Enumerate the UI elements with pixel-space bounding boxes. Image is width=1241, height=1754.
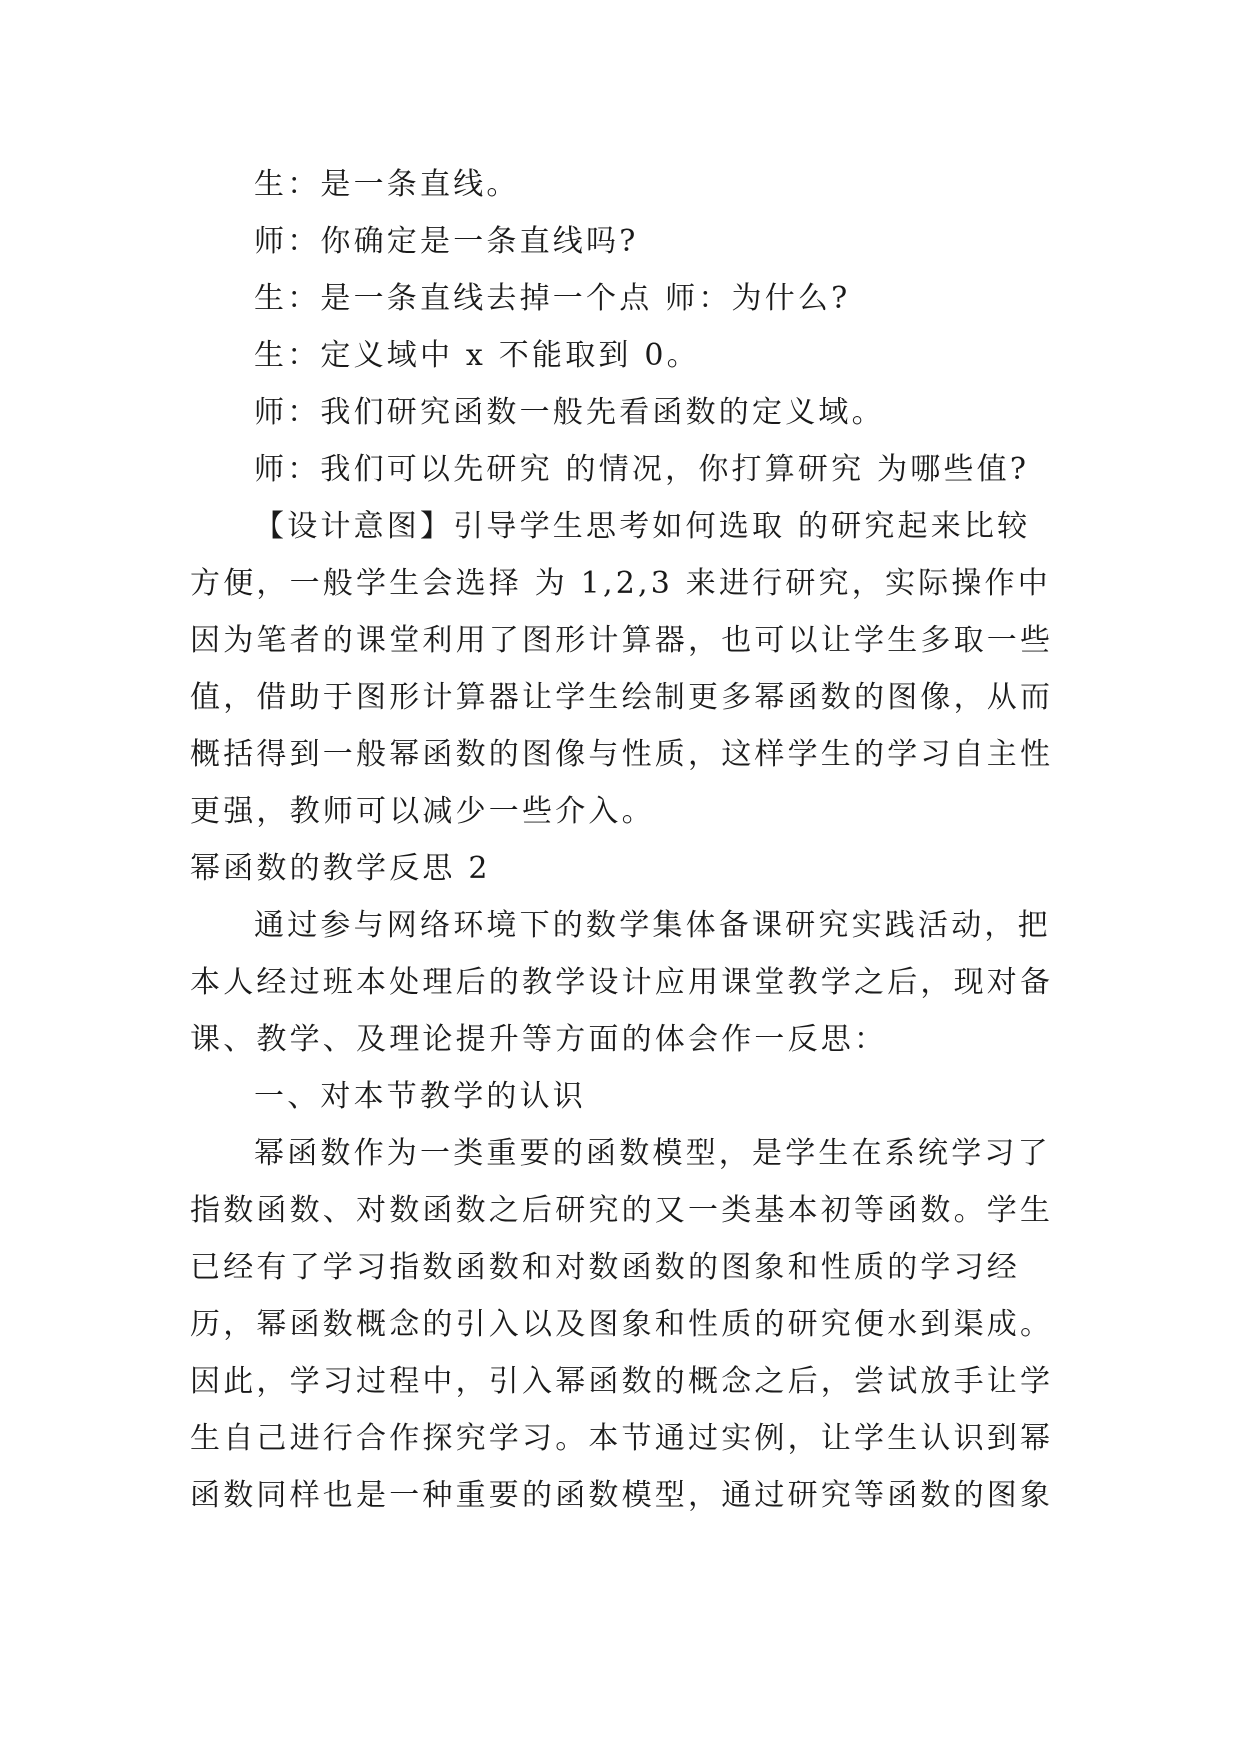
body-line: 函数同样也是一种重要的函数模型，通过研究等函数的图象 — [190, 1478, 1054, 1513]
design-intent-line: 概括得到一般幂函数的图像与性质，这样学生的学习自主性 — [190, 737, 1054, 772]
design-intent-line: 值，借助于图形计算器让学生绘制更多幂函数的图像，从而 — [190, 680, 1054, 715]
intro-line: 课、教学、及理论提升等方面的体会作一反思： — [190, 1022, 888, 1057]
intro-line: 通过参与网络环境下的数学集体备课研究实践活动，把 — [254, 908, 1051, 943]
dialogue-line: 生：定义域中 x 不能取到 0。 — [254, 338, 700, 373]
body-line: 幂函数作为一类重要的函数模型，是学生在系统学习了 — [254, 1136, 1051, 1171]
body-line: 历，幂函数概念的引入以及图象和性质的研究便水到渠成。 — [190, 1307, 1054, 1342]
design-intent-line: 因为笔者的课堂利用了图形计算器，也可以让学生多取一些 — [190, 623, 1054, 658]
body-line: 指数函数、对数函数之后研究的又一类基本初等函数。学生 — [190, 1193, 1054, 1228]
design-intent-line: 更强，教师可以减少一些介入。 — [190, 794, 655, 829]
body-line: 生自己进行合作探究学习。本节通过实例，让学生认识到幂 — [190, 1421, 1054, 1456]
intro-line: 本人经过班本处理后的教学设计应用课堂教学之后，现对备 — [190, 965, 1054, 1000]
dialogue-line: 师：我们可以先研究 的情况，你打算研究 为哪些值? — [254, 452, 1030, 487]
dialogue-line: 师：我们研究函数一般先看函数的定义域。 — [254, 395, 885, 430]
design-intent-line: 方便，一般学生会选择 为 1,2,3 来进行研究，实际操作中 — [190, 566, 1051, 601]
document-body — [190, 156, 1070, 1524]
section-title: 幂函数的教学反思 2 — [190, 851, 491, 886]
design-intent-line: 【设计意图】引导学生思考如何选取 的研究起来比较 — [254, 509, 1031, 544]
dialogue-line: 生：是一条直线去掉一个点 师：为什么? — [254, 281, 851, 316]
subheading: 一、对本节教学的认识 — [254, 1079, 586, 1114]
body-line: 已经有了学习指数函数和对数函数的图象和性质的学习经 — [190, 1250, 1020, 1285]
dialogue-line: 师：你确定是一条直线吗? — [254, 224, 639, 259]
dialogue-line: 生：是一条直线。 — [254, 167, 520, 202]
body-line: 因此，学习过程中，引入幂函数的概念之后，尝试放手让学 — [190, 1364, 1054, 1399]
